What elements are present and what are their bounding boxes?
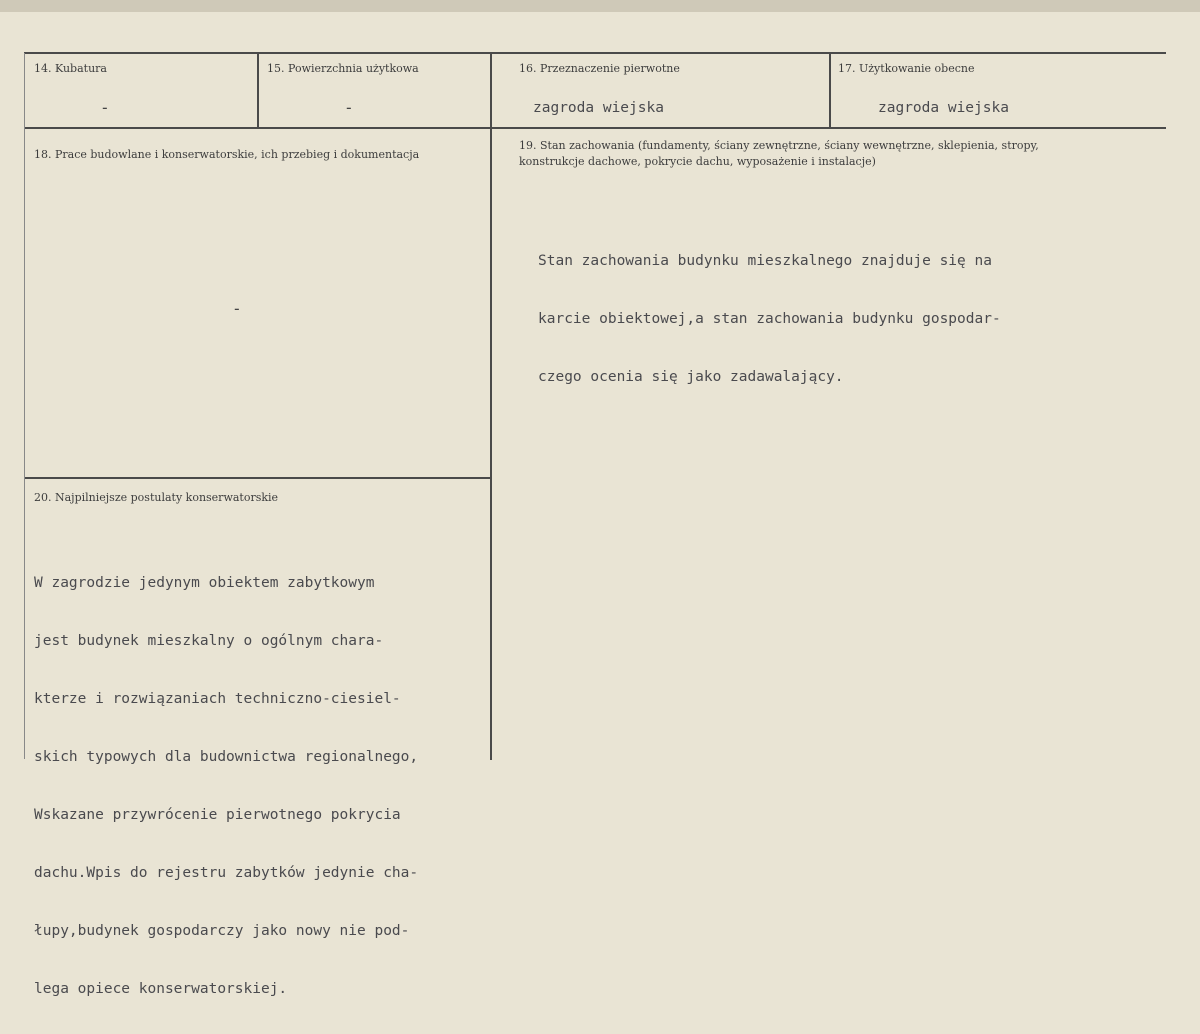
field-19-label-line-2: konstrukcje dachowe, pokrycie dachu, wyposażenie i instalacje): [519, 155, 876, 168]
field-14-value: -: [100, 98, 110, 117]
field-18-label: 18. Prace budowlane i konserwatorskie, ich przebieg i dokumentacja: [34, 148, 420, 161]
field-17-label: 17. Użytkowanie obecne: [838, 62, 975, 75]
col-divider-1: [257, 53, 259, 128]
field-20-line: łupy,budynek gospodarczy jako nowy nie pod-: [34, 923, 410, 939]
field-20-line: jest budynek mieszkalny o ogólnym chara-: [34, 633, 384, 649]
field-19-line: Stan zachowania budynku mieszkalnego znajduje się na: [538, 253, 992, 269]
field-19-line: czego ocenia się jako zadawalający.: [538, 369, 844, 385]
field-15-label: 15. Powierzchnia użytkowa: [267, 62, 419, 75]
row-rule-2: [24, 477, 492, 479]
field-20-line: skich typowych dla budownictwa regionalnego,: [34, 749, 419, 765]
field-16-value: zagroda wiejska: [533, 100, 664, 116]
field-20-line: lega opiece konserwatorskiej.: [34, 981, 288, 997]
field-18-value: -: [232, 299, 242, 318]
field-16-label: 16. Przeznaczenie pierwotne: [519, 62, 680, 75]
field-20-label: 20. Najpilniejsze postulaty konserwatorskie: [34, 491, 279, 504]
field-20-line: dachu.Wpis do rejestru zabytków jedynie cha-: [34, 865, 419, 881]
field-19-line: karcie obiektowej,a stan zachowania budynku gospodar-: [538, 311, 1001, 327]
col-divider-2: [490, 53, 492, 760]
field-19-text: [538, 216, 1001, 422]
field-14-label: 14. Kubatura: [34, 62, 107, 75]
left-edge: [24, 53, 25, 759]
field-19-label-line-1: 19. Stan zachowania (fundamenty, ściany zewnętrzne, ściany wewnętrzne, sklepienia, stropy,: [519, 139, 1039, 152]
row-rule-1: [24, 127, 1166, 129]
field-20-text: [34, 538, 418, 1034]
top-edge: [0, 0, 1200, 12]
field-17-value: zagroda wiejska: [878, 100, 1009, 116]
field-20-line: Wskazane przywrócenie pierwotnego pokrycia: [34, 807, 401, 823]
field-20-line: kterze i rozwiązaniach techniczno-ciesiel-: [34, 691, 401, 707]
col-divider-3: [829, 53, 831, 128]
field-20-line: W zagrodzie jedynym obiektem zabytkowym: [34, 575, 375, 591]
top-rule: [24, 52, 1166, 54]
field-15-value: -: [344, 98, 354, 117]
